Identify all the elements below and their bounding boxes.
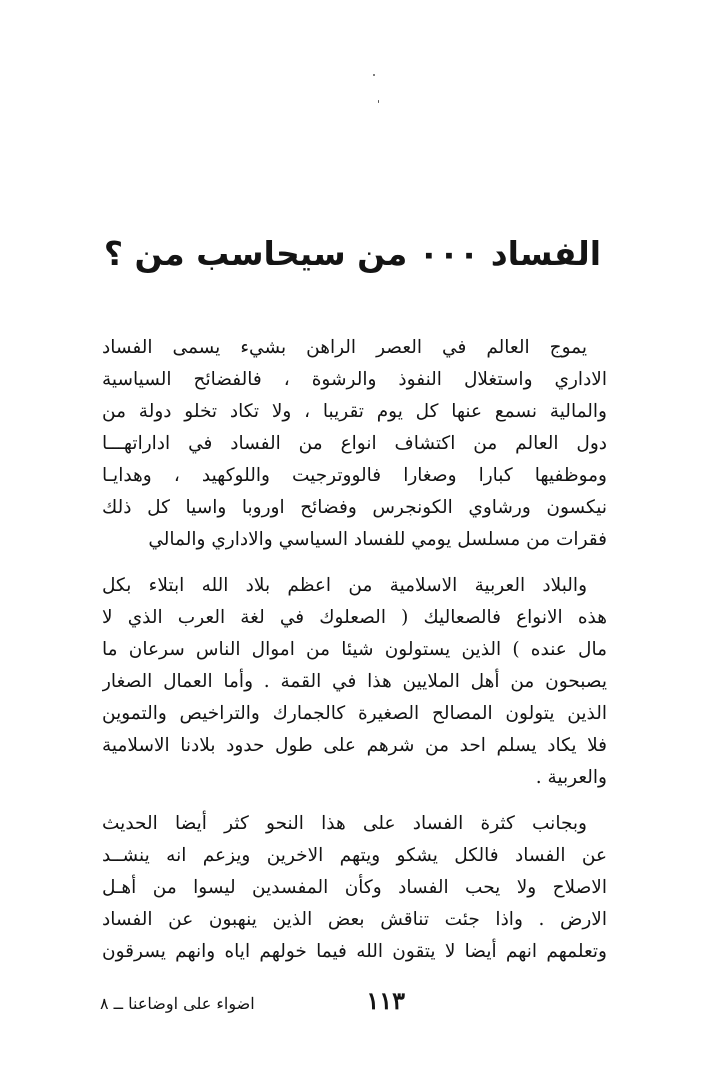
text-line: الاصلاح ولا يحب الفساد وكأن المفسدين ليسوا من أهـل [102,877,607,898]
text-line: يصبحون من أهل الملايين هذا في القمة . وأما العمال الصغار [102,671,607,692]
text-line: وبجانب كثرة الفساد على هذا النحو كثر أيضا الحديث [102,813,587,834]
text-line: دول العالم من اكتشاف انواع من الفساد في اداراتهـــا [102,433,607,454]
text-line: فقرات من مسلسل يومي للفساد السياسي والاداري والمالي [148,529,607,550]
paragraph-1 [102,332,607,556]
text-line: عن الفساد فالكل يشكو ويتهم الاخرين ويزعم انه ينشــد [102,845,607,866]
text-line: الارض . واذا جئت تناقش بعض الذين ينهبون عن الفساد [102,909,607,930]
page-footer [100,986,610,1020]
text-line: الذين يتولون المصالح الصغيرة كالجمارك والتراخيص والتموين [102,703,607,724]
print-speck [373,74,375,76]
text-line: والبلاد العربية الاسلامية من اعظم بلاد الله ابتلاء بكل [102,575,587,596]
print-speck [378,100,379,103]
paragraph-2 [102,570,607,794]
text-line: هذه الانواع فالصعاليك ( الصعلوك في لغة العرب الذي لا [102,607,607,628]
text-line: نيكسون ورشاوي الكونجرس وفضائح اوروبا واسيا كل ذلك [102,497,607,518]
text-line: وتعلمهم انهم أيضا لا يتقون الله فيما خولهم اياه وانهم يسرقون [102,941,607,962]
text-line: والمالية نسمع عنها كل يوم تقريبا ، ولا تكاد تخلو دولة من [102,401,607,422]
text-line: فلا يكاد يسلم احد من شرهم على طول حدود بلادنا الاسلامية [102,735,607,756]
text-line: والعربية . [535,767,607,788]
text-line: يموج العالم في العصر الراهن بشيء يسمى الفساد [102,337,587,358]
text-line: مال عنده ) الذين يستولون شيئا من اموال الناس سرعان ما [102,639,607,660]
page-title: الفساد ٠٠٠ من سيحاسب من ؟ [103,234,602,273]
text-line: الاداري واستغلال النفوذ والرشوة ، فالفضائح السياسية [102,369,607,390]
running-footer-series: اضواء على اوضاعنا ــ ٨ [100,994,255,1013]
page-number: ١١٣ [366,986,405,1015]
text-line: وموظفيها كبارا وصغارا فالووترجيت واللوكهيد ، وهدايـا [102,465,607,486]
paragraph-3 [102,808,607,968]
